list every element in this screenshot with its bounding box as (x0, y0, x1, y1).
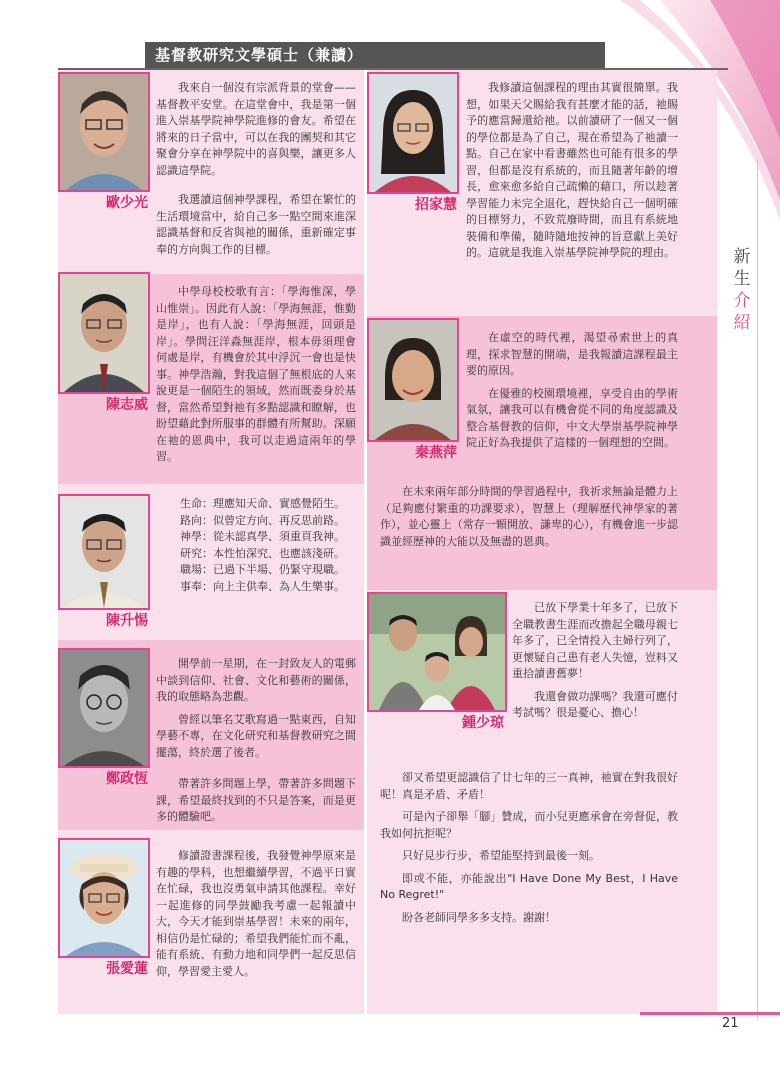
student-statement (512, 600, 678, 728)
student-statement-cont (66, 192, 356, 264)
student-statement (156, 848, 356, 986)
portrait-illustration (369, 74, 457, 192)
portrait-illustration (60, 650, 148, 766)
section-label-vertical (722, 246, 762, 334)
statement-paragraph: 在優雅的校園環境裡，享受自由的學術氣氛，讓我可以有機會從不同的角度認識及整合基督教的信仰，中文大學崇基學院神學院正好為我提供了這樣的一個理想的空間。 (466, 386, 678, 449)
section-label-char: 生 (733, 269, 751, 289)
statement-line: 生命：理應知天命、實感覺陌生。 (180, 497, 345, 510)
section-label-char: 紹 (733, 313, 751, 333)
statement-paragraph: 開學前一星期，在一封致友人的電郵中談到信仰、社會、文化和藝術的關係，我的取態略為悲觀。 (156, 657, 356, 703)
page-title-bar (145, 42, 605, 68)
student-statement (180, 496, 360, 595)
page-title: 基督教研究文學碩士（兼讀） (155, 46, 364, 64)
student-statement (466, 330, 678, 458)
statement-paragraph: 在虛空的時代裡，渴望尋索世上的真理，探求智慧的開端，是我報讀這課程最主要的原因。 (466, 331, 678, 377)
student-name: 鄭政恆 (106, 771, 148, 787)
student-statement-cont (66, 776, 356, 832)
student-statement-cont (380, 770, 678, 932)
portrait-illustration (60, 496, 148, 608)
student-family-photo (367, 592, 507, 712)
statement-paragraph: 卻又希望更認識信了廿七年的三一真神，祂實在對我很好呢！真是矛盾、矛盾！ (380, 771, 678, 801)
statement-paragraph: 即或不能，亦能說出"I Have Done My Best，I Have No Regret!" (380, 871, 678, 901)
statement-line: 路向：似曾定方向、再反思前路。 (180, 513, 345, 527)
student-statement (156, 80, 356, 185)
student-name: 秦燕萍 (415, 445, 457, 461)
section-label-char: 新 (733, 247, 751, 267)
statement-paragraph: 已放下學業十年多了，已放下全職教書生涯而改擔起全職母親七年多了，已全情投入主婦行列了，更懷疑自己患有老人失憶，豈料又重拾讀書舊夢！ (512, 601, 678, 680)
statement-paragraph: 在未來兩年部分時間的學習過程中，我祈求無論是體力上（足夠應付繁重的功課要求），智慧上（理解歷代神學家的著作），並心靈上（常存一顆開放、謙卑的心），有機會進一步認識並經歷神的大能以及無盡的恩典。 (380, 485, 678, 548)
student-name: 歐少光 (106, 195, 148, 211)
student-photo (58, 648, 150, 768)
statement-line: 研究：本性怕深究、也應該淺研。 (180, 546, 345, 560)
statement-paragraph: 只好見步行步，希望能堅持到最後一刻。 (402, 849, 600, 862)
student-statement (466, 80, 678, 268)
student-photo (58, 72, 150, 192)
section-label-char: 介 (733, 291, 751, 311)
student-name: 張愛蓮 (106, 961, 148, 977)
statement-paragraph: 我選讀這個神學課程，希望在繁忙的生活環境當中，給自己多一點空間來進深認識基督和反省與祂的關係，重新確定事奉的方向與工作的目標。 (156, 193, 356, 256)
student-photo (58, 494, 150, 610)
student-name: 陳志威 (106, 397, 148, 413)
statement-paragraph: 修讀證書課程後，我發覺神學原來是有趣的學科，也想繼續學習，不過平日實在忙碌，我也沒勇氣申請其他課程。幸好一起進修的同學鼓勵我考慮一起報讀中大，今天才能到崇基學習！未來的兩年，相信仍是忙碌的；希望我們能忙而不亂，能有系統、有動力地和同學們一起反思信仰，學習愛主愛人。 (156, 849, 356, 978)
portrait-illustration (60, 274, 148, 392)
student-statement-cont (380, 484, 678, 556)
statement-line: 職場：已過下半場、仍緊守現職。 (180, 563, 345, 576)
portrait-illustration (369, 320, 457, 440)
student-photo (367, 318, 459, 442)
portrait-illustration (60, 840, 148, 956)
statement-line: 事奉：向上主供奉、為人生樂事。 (180, 579, 345, 593)
column-divider (364, 70, 367, 1014)
statement-paragraph: 我修讀這個課程的理由其實很簡單。我想，如果天父賜給我有甚麼才能的話，祂賜予的應當歸還給祂。以前讀研了一個又一個的學位都是為了自己，現在希望為了祂讀一點。自己在家中看書雖然也可能有很多的學習，但都是沒有系統的，而且隨著年齡的增長，愈來愈多給自己疏懶的藉口，所以趁著學習能力未完全退化，趕快給自己一個明確的目標努力，不致荒廢時間，而且有系統地裝備和準備，隨時隨地按神的旨意獻上美好的。這就是我進入崇基學院神學院的理由。 (466, 81, 678, 259)
statement-paragraph: 盼各老師同學多多支持。謝謝！ (402, 910, 556, 924)
family-portrait-illustration (369, 594, 505, 710)
portrait-illustration (60, 74, 148, 190)
student-statement (156, 284, 356, 472)
statement-paragraph: 中學母校校歌有言：「學海惟深，學山惟崇」。因此有人說：「學海無涯，惟勤是岸」，也有人說：「學海無涯，回頭是岸」。學問汪洋淼無涯岸，根本毋須理會何處是岸，有機會於其中浮沉一會也是快事。神學浩瀚，對我這個了無根底的人來說更是一個陌生的領域，然而既委身於基督，當然希望對祂有多點認識和瞭解，也盼望藉此對所服事的群體有所幫助。深願在祂的恩典中，我可以走過這兩年的學習。 (156, 285, 356, 463)
statement-paragraph: 可是內子卻舉「腳」贊成，而小兒更應承會在旁督促，教我如何抗拒呢？ (380, 810, 678, 840)
statement-line: 神學：從未認真學、須重頁我神。 (180, 530, 345, 543)
footer-accent-line (640, 1012, 780, 1015)
student-statement (156, 656, 356, 767)
student-name: 招家慧 (415, 197, 457, 213)
student-photo (58, 838, 150, 958)
statement-paragraph: 曾經以筆名艾歌寫過一點東西，自知學藝不專，在文化研究和基督教研究之間擺蕩，終於選了後者。 (156, 712, 356, 759)
student-name: 陳升惕 (106, 613, 148, 629)
student-name: 鍾少琼 (462, 715, 504, 731)
statement-paragraph: 我來自一個沒有宗派背景的堂會——基督教平安堂。在這堂會中，我是第一個進入崇基學院神學院進修的會友。希望在將來的日子當中，可以在我的團契和其它聚會分享在神學院中的喜與樂，讓更多人認識這學院。 (156, 81, 356, 177)
statement-paragraph: 我還會做功課嗎？我還可應付考試嗎？很是憂心、擔心！ (512, 689, 678, 719)
student-photo (367, 72, 459, 194)
page-number: 21 (722, 1016, 739, 1031)
statement-paragraph: 帶著許多問題上學，帶著許多問題下課，希望最終找到的不只是答案，而是更多的體驗吧。 (156, 777, 356, 823)
student-photo (58, 272, 150, 394)
